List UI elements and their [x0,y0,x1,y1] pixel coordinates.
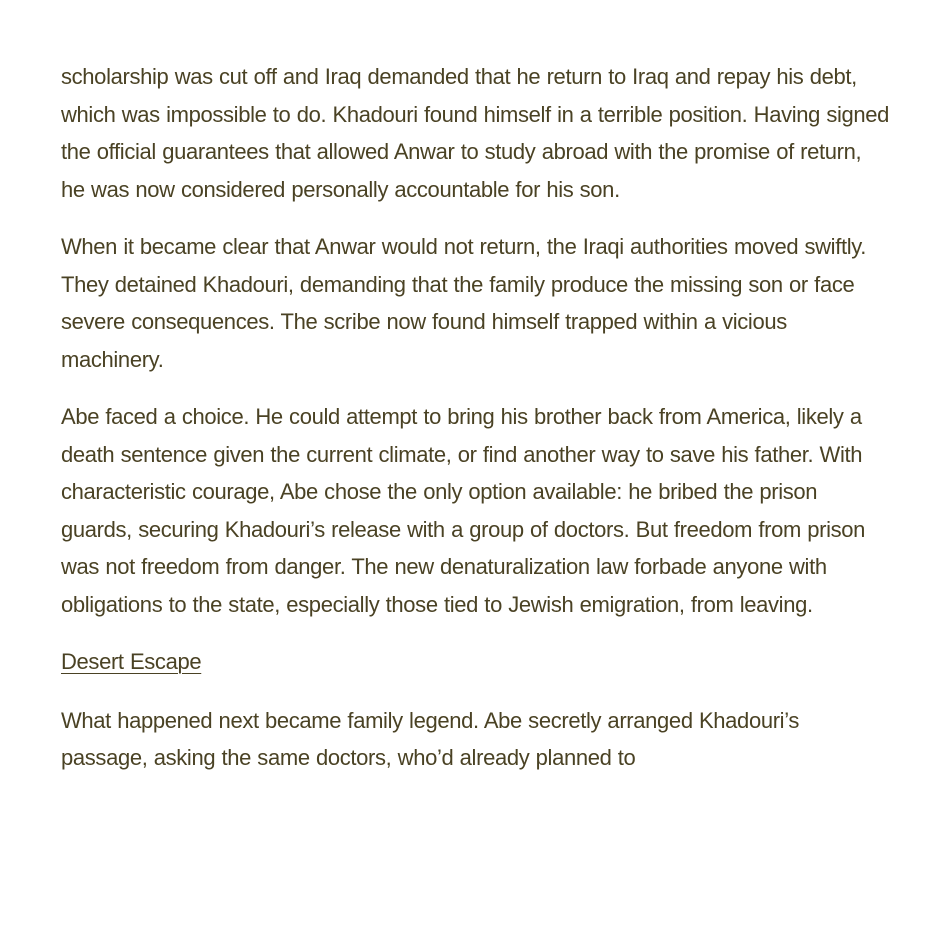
paragraph-scholarship: scholarship was cut off and Iraq demanded that he return to Iraq and repay his debt, which was impossible to do. Khadouri found himself in a terrible position. Having signed the official guarantees that allowed Anwar to study abroad with the promise of return, he was now considered personally accountable for his son. [61,64,890,202]
section-heading-desert-escape: Desert Escape [61,649,202,674]
document-page [61,58,891,797]
paragraph-detention: When it became clear that Anwar would not return, the Iraqi authorities moved swiftly. They detained Khadouri, demanding that the family produce the missing son or face severe consequences. The scribe now found himself trapped within a vicious machinery. [61,234,867,372]
paragraph-family-legend: What happened next became family legend. Abe secretly arranged Khadouri’s passage, asking the same doctors, who’d already planned to [61,707,800,770]
paragraph-abe-choice: Abe faced a choice. He could attempt to bring his brother back from America, likely a death sentence given the current climate, or find another way to save his father. With characteristic courage, Abe chose the only option available: he bribed the prison guards, securing Khadouri’s release with a group of doctors. But freedom from prison was not freedom from danger. The new denaturalization law forbade anyone with obligations to the state, especially those tied to Jewish emigration, from leaving. [61,404,866,617]
